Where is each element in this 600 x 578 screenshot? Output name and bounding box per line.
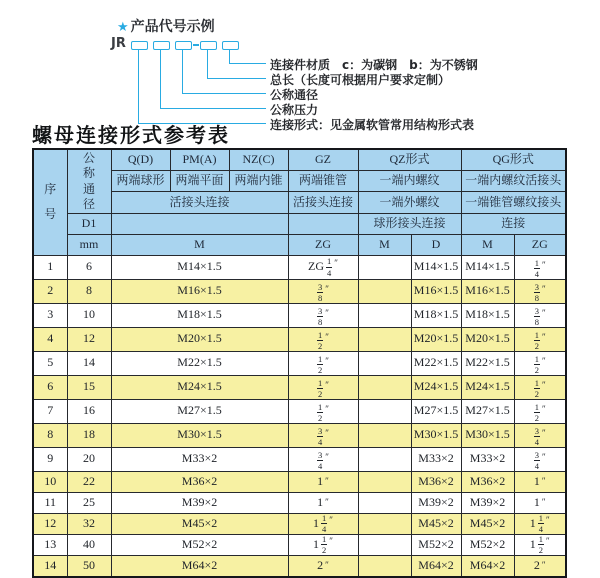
cell-m-thread: M39×2	[111, 492, 288, 513]
header-gz-desc: 两端锥管	[288, 171, 358, 192]
cell-m-thread: M64×2	[111, 555, 288, 577]
cell-qg-m: M22×1.5	[461, 351, 514, 375]
cell-qg-m: M36×2	[461, 471, 514, 492]
cell-dn-mm: 10	[67, 303, 111, 327]
diagram-heading-text: 产品代号示例	[130, 19, 215, 35]
cell-qg-m: M30×1.5	[461, 423, 514, 447]
header-qz-external-thread: 一端外螺纹	[358, 192, 461, 213]
callout-line	[207, 78, 266, 79]
cell-m-thread: M14×1.5	[111, 255, 288, 279]
cell-gz-zg: $\frac{3}{4}$ ″	[288, 447, 358, 471]
cell-qz-d: M30×1.5	[411, 423, 461, 447]
cell-qz-m	[358, 492, 411, 513]
cell-seq: 8	[33, 423, 67, 447]
cell-qg-m: M45×2	[461, 513, 514, 534]
callout-nominal-diameter: 公称通径	[270, 88, 319, 102]
cell-seq: 10	[33, 471, 67, 492]
table-row	[33, 471, 566, 492]
cell-dn-mm: 40	[67, 534, 111, 555]
cell-m-thread: M36×2	[111, 471, 288, 492]
table-body	[33, 255, 566, 577]
cell-gz-zg: 1 $\frac{1}{2}$ ″	[288, 534, 358, 555]
header-gz-union: 活接头连接	[288, 192, 358, 213]
header-blank-cell	[288, 213, 358, 234]
table-row	[33, 513, 566, 534]
cell-qg-zg: $\frac{1}{2}$ ″	[514, 399, 566, 423]
cell-qz-d: M39×2	[411, 492, 461, 513]
cell-qz-d: M52×2	[411, 534, 461, 555]
code-box-5	[222, 41, 239, 50]
cell-qz-d: M14×1.5	[411, 255, 461, 279]
callout-connection-type: 连接形式：见金属软管常用结构形式表	[270, 118, 475, 132]
cell-qg-zg: 1 ″	[514, 471, 566, 492]
code-box-3	[175, 41, 192, 50]
table-row	[33, 279, 566, 303]
header-qz-m-unit: M	[358, 234, 411, 255]
cell-m-thread: M24×1.5	[111, 375, 288, 399]
cell-qg-m: M14×1.5	[461, 255, 514, 279]
header-qg-desc: 一端内螺纹活接头	[461, 171, 566, 192]
cell-m-thread: M27×1.5	[111, 399, 288, 423]
cell-dn-mm: 14	[67, 351, 111, 375]
cell-qz-d: M20×1.5	[411, 327, 461, 351]
header-m-unit: M	[111, 234, 288, 255]
cell-seq: 7	[33, 399, 67, 423]
header-blank-cell	[111, 213, 288, 234]
table-row	[33, 399, 566, 423]
cell-seq: 2	[33, 279, 67, 303]
cell-gz-zg: $\frac{1}{2}$ ″	[288, 399, 358, 423]
cell-qg-m: M18×1.5	[461, 303, 514, 327]
cell-dn-mm: 6	[67, 255, 111, 279]
cell-dn-mm: 50	[67, 555, 111, 577]
cell-qg-m: M20×1.5	[461, 327, 514, 351]
cell-qz-d: M45×2	[411, 513, 461, 534]
cell-qg-zg: $\frac{1}{2}$ ″	[514, 351, 566, 375]
header-qz-desc: 一端内螺纹	[358, 171, 461, 192]
cell-qg-zg: $\frac{1}{2}$ ″	[514, 375, 566, 399]
code-box-4	[200, 41, 217, 50]
callout-line	[138, 50, 139, 123]
cell-qg-zg: 2 ″	[514, 555, 566, 577]
cell-qz-m	[358, 513, 411, 534]
cell-qg-zg: $\frac{3}{8}$ ″	[514, 303, 566, 327]
header-qg-zg-unit: ZG	[514, 234, 566, 255]
header-nominal-diameter: 公 称 通 径	[67, 149, 111, 213]
cell-qg-m: M24×1.5	[461, 375, 514, 399]
diagram-heading	[117, 16, 215, 36]
header-gz: GZ	[288, 149, 358, 171]
cell-seq: 14	[33, 555, 67, 577]
star-icon: ★	[117, 20, 129, 35]
cell-seq: 1	[33, 255, 67, 279]
cell-qg-zg: $\frac{1}{4}$ ″	[514, 255, 566, 279]
cell-dn-mm: 22	[67, 471, 111, 492]
cell-dn-mm: 16	[67, 399, 111, 423]
header-nzc: NZ(C)	[229, 149, 288, 171]
cell-qz-m	[358, 447, 411, 471]
table-row	[33, 447, 566, 471]
header-qg-connection: 连接	[461, 213, 566, 234]
cell-gz-zg: $\frac{1}{2}$ ″	[288, 375, 358, 399]
cell-dn-mm: 15	[67, 375, 111, 399]
header-qz-d-unit: D	[411, 234, 461, 255]
callout-line	[160, 108, 266, 109]
cell-gz-zg: $\frac{3}{8}$ ″	[288, 303, 358, 327]
callout-material: 连接件材质 c：为碳钢 b：为不锈钢	[270, 58, 478, 72]
cell-m-thread: M52×2	[111, 534, 288, 555]
code-dash	[193, 44, 199, 46]
cell-qg-zg: $\frac{3}{4}$ ″	[514, 423, 566, 447]
header-pma: PM(A)	[170, 149, 229, 171]
cell-qz-d: M22×1.5	[411, 351, 461, 375]
code-box-2	[153, 41, 170, 50]
cell-qz-d: M16×1.5	[411, 279, 461, 303]
cell-seq: 13	[33, 534, 67, 555]
header-union-connection: 活接头连接	[111, 192, 288, 213]
table-header	[33, 149, 566, 255]
cell-gz-zg: 2 ″	[288, 555, 358, 577]
code-prefix: JR	[111, 36, 126, 51]
header-seq: 序 号	[33, 149, 67, 255]
cell-qz-m	[358, 303, 411, 327]
header-qz-form: QZ形式	[358, 149, 461, 171]
cell-qg-m: M27×1.5	[461, 399, 514, 423]
cell-seq: 3	[33, 303, 67, 327]
header-qd: Q(D)	[111, 149, 170, 171]
cell-qg-zg: 1 ″	[514, 492, 566, 513]
cell-qg-m: M16×1.5	[461, 279, 514, 303]
cell-m-thread: M45×2	[111, 513, 288, 534]
callout-nominal-pressure: 公称压力	[270, 103, 319, 117]
cell-qz-m	[358, 423, 411, 447]
cell-qz-m	[358, 534, 411, 555]
cell-qg-m: M39×2	[461, 492, 514, 513]
cell-qg-m: M52×2	[461, 534, 514, 555]
code-box-1	[131, 41, 148, 50]
cell-qg-zg: $\frac{3}{4}$ ″	[514, 447, 566, 471]
table-row	[33, 555, 566, 577]
cell-gz-zg: $\frac{3}{4}$ ″	[288, 423, 358, 447]
cell-qz-m	[358, 555, 411, 577]
header-qg-m-unit: M	[461, 234, 514, 255]
cell-dn-mm: 20	[67, 447, 111, 471]
nut-connection-reference-table	[32, 148, 567, 578]
cell-gz-zg: $\frac{1}{2}$ ″	[288, 327, 358, 351]
cell-gz-zg: 1 ″	[288, 471, 358, 492]
callout-line	[160, 50, 161, 108]
cell-qg-zg: $\frac{1}{2}$ ″	[514, 327, 566, 351]
header-pma-desc: 两端平面	[170, 171, 229, 192]
callout-total-length: 总长（长度可根据用户要求定制）	[270, 73, 451, 87]
cell-qz-m	[358, 399, 411, 423]
cell-qg-zg: 1 $\frac{1}{4}$ ″	[514, 513, 566, 534]
cell-qz-m	[358, 255, 411, 279]
cell-qg-zg: $\frac{3}{8}$ ″	[514, 279, 566, 303]
cell-seq: 4	[33, 327, 67, 351]
cell-seq: 12	[33, 513, 67, 534]
cell-qz-d: M18×1.5	[411, 303, 461, 327]
cell-qg-zg: 1 $\frac{1}{2}$ ″	[514, 534, 566, 555]
cell-m-thread: M20×1.5	[111, 327, 288, 351]
header-qg-form: QG形式	[461, 149, 566, 171]
table-title: 螺母连接形式参考表	[32, 123, 230, 147]
header-mm: mm	[67, 234, 111, 255]
cell-qg-m: M64×2	[461, 555, 514, 577]
header-qz-ball-connection: 球形接头连接	[358, 213, 461, 234]
cell-qz-d: M24×1.5	[411, 375, 461, 399]
table-row	[33, 423, 566, 447]
table-row	[33, 327, 566, 351]
cell-gz-zg: 1 ″	[288, 492, 358, 513]
cell-seq: 11	[33, 492, 67, 513]
callout-line	[229, 63, 266, 64]
cell-seq: 6	[33, 375, 67, 399]
cell-qz-m	[358, 375, 411, 399]
cell-qz-m	[358, 471, 411, 492]
cell-m-thread: M22×1.5	[111, 351, 288, 375]
cell-dn-mm: 8	[67, 279, 111, 303]
cell-dn-mm: 32	[67, 513, 111, 534]
header-zg-unit: ZG	[288, 234, 358, 255]
cell-dn-mm: 18	[67, 423, 111, 447]
cell-qz-d: M27×1.5	[411, 399, 461, 423]
cell-m-thread: M18×1.5	[111, 303, 288, 327]
cell-gz-zg: ZG $\frac{1}{4}$ ″	[288, 255, 358, 279]
table-row	[33, 534, 566, 555]
table-row	[33, 303, 566, 327]
callout-line	[182, 50, 183, 93]
table-row	[33, 492, 566, 513]
header-nzc-desc: 两端内锥	[229, 171, 288, 192]
cell-m-thread: M33×2	[111, 447, 288, 471]
table-row	[33, 375, 566, 399]
cell-m-thread: M16×1.5	[111, 279, 288, 303]
table-row	[33, 255, 566, 279]
callout-line	[229, 50, 230, 63]
table-row	[33, 351, 566, 375]
cell-qz-m	[358, 327, 411, 351]
header-qg-taper-thread: 一端锥管螺纹接头	[461, 192, 566, 213]
header-qd-desc: 两端球形	[111, 171, 170, 192]
cell-qz-d: M33×2	[411, 447, 461, 471]
cell-seq: 9	[33, 447, 67, 471]
cell-seq: 5	[33, 351, 67, 375]
cell-dn-mm: 12	[67, 327, 111, 351]
cell-gz-zg: $\frac{3}{8}$ ″	[288, 279, 358, 303]
cell-qg-m: M33×2	[461, 447, 514, 471]
cell-qz-m	[358, 279, 411, 303]
cell-gz-zg: $\frac{1}{2}$ ″	[288, 351, 358, 375]
cell-qz-m	[358, 351, 411, 375]
cell-gz-zg: 1 $\frac{1}{4}$ ″	[288, 513, 358, 534]
cell-m-thread: M30×1.5	[111, 423, 288, 447]
cell-qz-d: M36×2	[411, 471, 461, 492]
header-d1: D1	[67, 213, 111, 234]
callout-line	[207, 50, 208, 78]
cell-qz-d: M64×2	[411, 555, 461, 577]
callout-line	[182, 93, 266, 94]
cell-dn-mm: 25	[67, 492, 111, 513]
